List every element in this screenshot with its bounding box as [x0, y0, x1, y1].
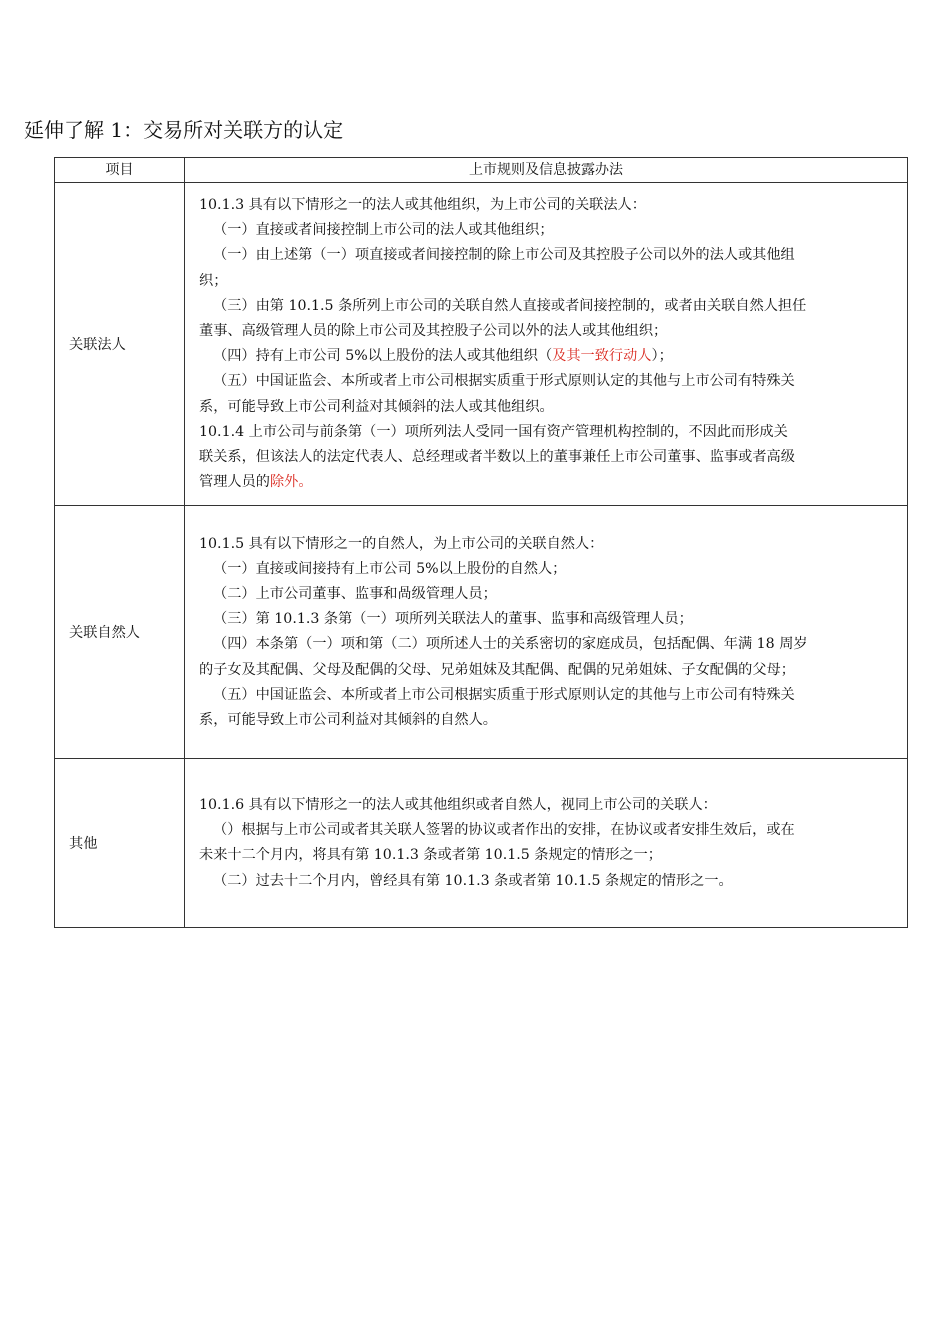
- clause-text: [199, 470, 899, 495]
- clause-text: （五）中国证监会、本所或者上市公司根据实质重于形式原则认定的其他与上市公司有特殊关: [213, 373, 795, 390]
- row-content: [185, 183, 908, 506]
- clause-text: 联关系，但该法人的法定代表人、总经理或者半数以上的董事兼任上市公司董事、监事或者高级: [199, 449, 795, 466]
- table-row: [55, 183, 908, 506]
- header-rules: 上市规则及信息披露办法: [185, 158, 908, 183]
- clause-text-part: ）；: [651, 348, 673, 365]
- row-content: [185, 506, 908, 759]
- clause-text: 未来十二个月内，将具有第 10.1.3 条或者第 10.1.5 条规定的情形之一；: [199, 847, 662, 864]
- clause-text: 织；: [199, 272, 228, 289]
- clause-text: （二）上市公司董事、监事和咼级管理人员；: [213, 586, 497, 603]
- clause-text-part: 管理人员的: [199, 474, 270, 491]
- clause-text: （一）由上述第（一）项直接或者间接控制的除上市公司及其控股子公司以外的法人或其他组: [213, 247, 795, 264]
- row-content: [185, 759, 908, 928]
- clause-text: 董事、高级管理人员的除上市公司及其控股子公司以外的法人或其他组织；: [199, 323, 668, 340]
- clause-text: （一）直接或者间接控制上市公司的法人或其他组织；: [213, 222, 554, 239]
- page-heading: 延伸了解 1：交易所对关联方的认定: [24, 118, 344, 142]
- clause-text: [199, 344, 899, 369]
- clause-text-part: （四）持有上市公司 5%以上股份的法人或其他组织（: [213, 348, 553, 365]
- table-row: [55, 506, 908, 759]
- clause-text: 10.1.5 具有以下情形之一的自然人，为上市公司的关联自然人：: [199, 535, 604, 552]
- row-label: 其他: [55, 759, 185, 928]
- clause-text: 10.1.3 具有以下情形之一的法人或其他组织，为上市公司的关联法人：: [199, 197, 646, 213]
- clause-text: （四）本条第（一）项和第（二）项所述人士的关系密切的家庭成员，包括配偶、年满 18 周岁: [213, 636, 808, 653]
- clause-text: （五）中国证监会、本所或者上市公司根据实质重于形式原则认定的其他与上市公司有特殊关: [213, 686, 795, 703]
- clause-text: 的子女及其配偶、父母及配偶的父母、兄弟姐妹及其配偶、配偶的兄弟姐妹、子女配偶的父母；: [199, 661, 795, 678]
- header-item: 项目: [55, 158, 185, 183]
- highlighted-text: 及其一致行动人: [552, 348, 652, 365]
- clause-text: 系，可能导致上市公司利益对其倾斜的法人或其他组织。: [199, 398, 554, 415]
- row-label: 关联法人: [55, 183, 185, 506]
- clause-text: （三）由第 10.1.5 条所列上市公司的关联自然人直接或者间接控制的，或者由关联自然人担任: [213, 297, 807, 314]
- table-row: [55, 759, 908, 928]
- clause-text: 系，可能导致上市公司利益对其倾斜的自然人。: [199, 712, 497, 729]
- clause-text: 10.1.4 上市公司与前条第（一）项所列法人受同一国有资产管理机构控制的，不因此而形成关: [199, 423, 788, 440]
- clause-text: （二）过去十二个月内，曾经具有第 10.1.3 条或者第 10.1.5 条规定的情形之一。: [213, 872, 733, 889]
- clause-text: （三）第 10.1.3 条第（一）项所列关联法人的董事、监事和高级管理人员；: [213, 611, 693, 628]
- clause-text: （一）直接或间接持有上市公司 5%以上股份的自然人；: [213, 560, 567, 577]
- clause-text: （）根据与上市公司或者其关联人签署的协议或者作出的安排，在协议或者安排生效后，或在: [213, 822, 795, 839]
- row-label: 关联自然人: [55, 506, 185, 759]
- clause-text: 10.1.6 具有以下情形之一的法人或其他组织或者自然人，视同上市公司的关联人：: [199, 797, 717, 814]
- table-header-row: [55, 158, 908, 183]
- highlighted-text: 除外。: [269, 474, 313, 491]
- rules-table: [54, 157, 908, 928]
